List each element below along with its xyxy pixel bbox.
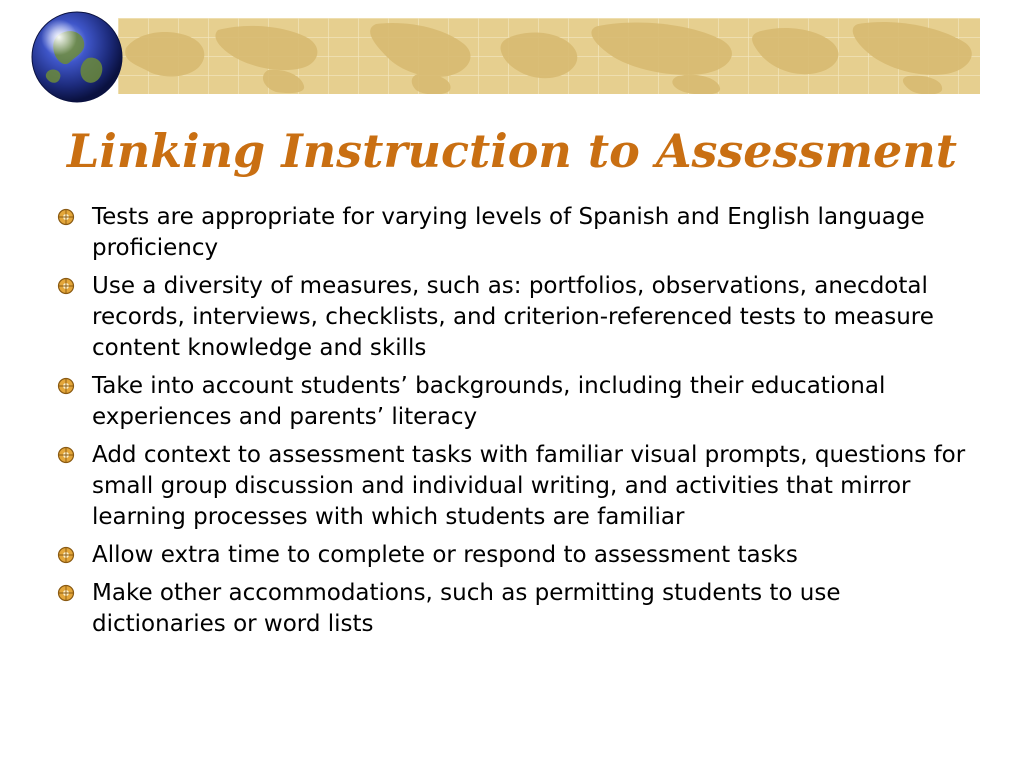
bullet-item (54, 202, 966, 264)
bullet-list (54, 202, 966, 647)
world-map-banner (118, 18, 980, 94)
globe-bullet-icon (57, 584, 75, 602)
bullet-text: Use a diversity of measures, such as: portfolios, observations, anecdotal records, interviews, checklists, and criterion-referenced tests to measure content knowledge and skills (92, 273, 934, 361)
bullet-item (54, 440, 966, 533)
bullet-text: Take into account students’ backgrounds, including their educational experiences and parents’ literacy (92, 373, 886, 430)
globe-logo (30, 10, 124, 104)
globe-bullet-icon (57, 277, 75, 295)
globe-bullet-icon (57, 546, 75, 564)
bullet-item (54, 271, 966, 364)
bullet-text: Add context to assessment tasks with familiar visual prompts, questions for small group discussion and individual writing, and activities that mirror learning processes with which students are familiar (92, 442, 966, 530)
slide-title: Linking Instruction to Assessment (66, 124, 957, 178)
bullet-item (54, 578, 966, 640)
globe-bullet-icon (57, 446, 75, 464)
bullet-text: Allow extra time to complete or respond to assessment tasks (92, 542, 798, 568)
bullet-text: Tests are appropriate for varying levels of Spanish and English language proficiency (92, 204, 925, 261)
globe-bullet-icon (57, 208, 75, 226)
bullet-item (54, 540, 966, 571)
globe-bullet-icon (57, 377, 75, 395)
bullet-item (54, 371, 966, 433)
bullet-text: Make other accommodations, such as permitting students to use dictionaries or word lists (92, 580, 841, 637)
